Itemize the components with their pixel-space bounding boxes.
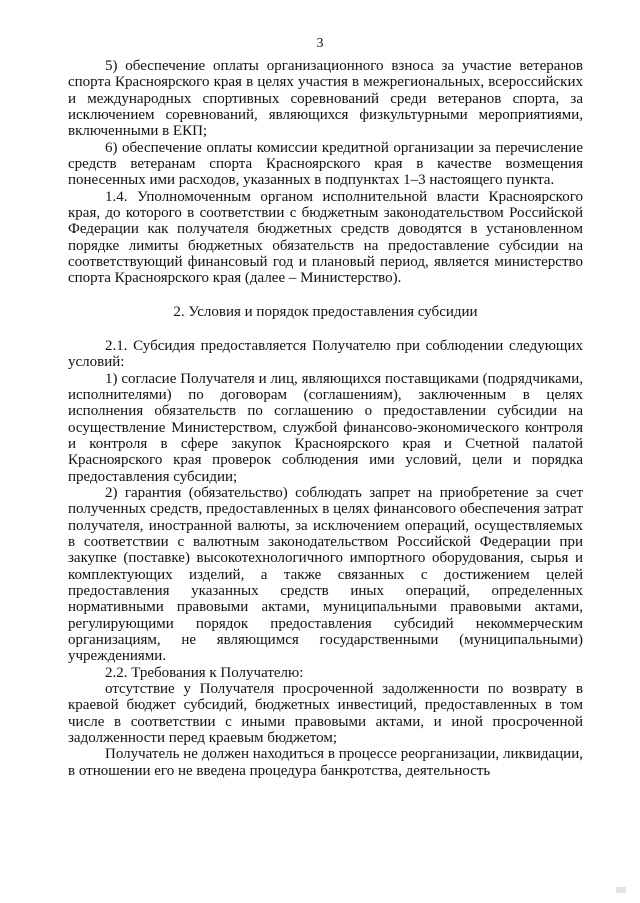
document-body xyxy=(68,58,583,779)
paragraph-requirement-2: Получатель не должен находиться в процессе реорганизации, ликвидации, в отношении его не введена процедура банкротства, деятельность xyxy=(68,746,583,779)
section-heading: 2. Условия и порядок предоставления субсидии xyxy=(173,303,478,320)
page-number: 3 xyxy=(316,36,324,51)
paragraph-item-5: 5) обеспечение оплаты организационного взноса за участие ветеранов спорта Красноярского края в целях участия в межрегиональных, всероссийских и международных спортивных соревнований среди ветеранов спорта, за исключением соревнований, являющихся физкультурными мероприятиями, включенными в ЕКП; xyxy=(68,58,583,140)
paragraph-1-4: 1.4. Уполномоченным органом исполнительной власти Красноярского края, до которого в соответствии с бюджетным законодательством Российской Федерации как получателя бюджетных средств доводятся в установленном порядке лимиты бюджетных обязательств на предоставление субсидии на соответствующий финансовый год и плановый период, является министерство спорта Красноярского края (далее – Министерство). xyxy=(68,188,583,287)
paragraph-condition-1: 1) согласие Получателя и лиц, являющихся поставщиками (подрядчиками, исполнителями) по договорам (соглашениям), заключенным в целях исполнения обязательств по соглашению о предоставлении субсидии на осуществление Министерством, службой финансово-экономического контроля и контроля в сфере закупок Красноярского края и Счетной палатой Красноярского края проверок соблюдения ими условий, цели и порядка предоставления субсидии; xyxy=(68,370,583,485)
paragraph-requirement-1: отсутствие у Получателя просроченной задолженности по возврату в краевой бюджет субсидий, бюджетных инвестиций, предоставленных в том числе в соответствии с иными правовыми актами, и иной просроченной задолженности перед краевым бюджетом; xyxy=(68,681,583,747)
paragraph-condition-2: 2) гарантия (обязательство) соблюдать запрет на приобретение за счет полученных средств, предоставленных в целях финансового обеспечения затрат получателя, иностранной валюты, за исключением операций, осуществляемых в соответствии с валютным законодательством Российской Федерации при закупке (поставке) высокотехнологичного импортного оборудования, сырья и комплектующих изделий, а также связанных с достижением целей предоставления указанных средств иных операций, определенных нормативными правовыми актами, муниципальными правовыми актами, регулирующими порядок предоставления субсидий некоммерческим организациям, не являющимся государственными (муниципальными) учреждениями. xyxy=(68,484,583,665)
paragraph-2-2: 2.2. Требования к Получателю: xyxy=(105,664,304,681)
paragraph-item-6: 6) обеспечение оплаты комиссии кредитной организации за перечисление средств ветеранам спорта Красноярского края в качестве возмещения понесенных ими расходов, указанных в подпунктах 1–3 настоящего пункта. xyxy=(68,139,583,189)
paragraph-2-1: 2.1. Субсидия предоставляется Получателю при соблюдении следующих условий: xyxy=(68,337,583,371)
scan-artifact xyxy=(616,887,626,893)
